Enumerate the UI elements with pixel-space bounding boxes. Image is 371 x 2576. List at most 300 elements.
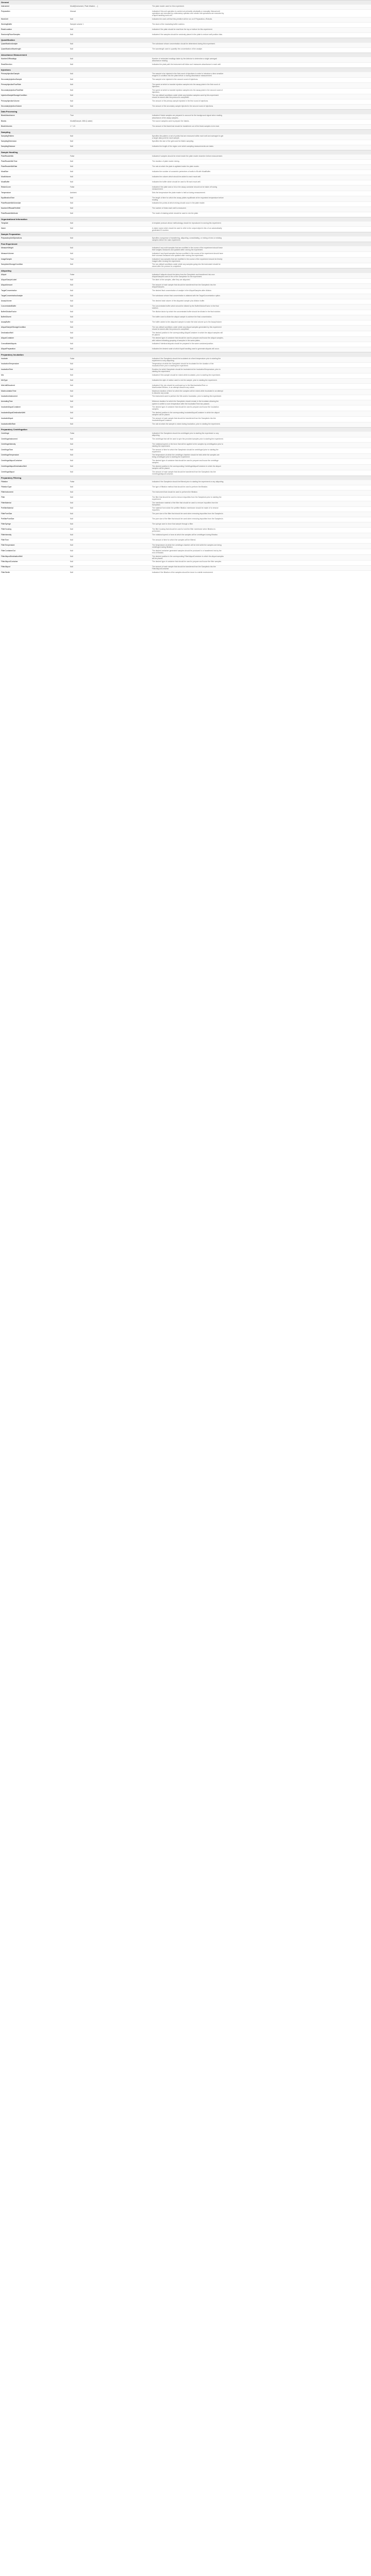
- option-value: Model[Sample, Milli-Q water]: [70, 120, 93, 123]
- option-row: [0, 506, 371, 512]
- option-name: WorkCell: [1, 18, 8, 21]
- option-row: [0, 4, 371, 9]
- option-value: Null: [70, 331, 73, 334]
- section-title: Data Processing: [0, 110, 371, 113]
- option-value: Sample volume 1: [70, 23, 84, 26]
- option-value: Null: [70, 227, 73, 229]
- option-name: SamplingDistance: [1, 145, 15, 148]
- option-section: [0, 53, 371, 67]
- option-name: FilterInstrument: [1, 490, 13, 493]
- option-value: Null: [70, 490, 73, 493]
- option-name: WorkingBuffer: [1, 23, 12, 26]
- option-name: Template: [1, 222, 8, 224]
- option-description: The rotational speed or force at which the samples will be centrifuged during filtration.: [152, 533, 218, 536]
- option-row: [0, 347, 371, 352]
- option-value: Null: [70, 566, 73, 568]
- option-value: Null: [70, 343, 73, 345]
- option-name: FiltrationType: [1, 485, 12, 488]
- option-value: Null: [70, 561, 73, 563]
- option-row: [0, 336, 371, 342]
- option-name: BlankVolumes: [1, 125, 12, 128]
- option-description: The rotational speed or the force that will be applied to the samples by centrifugation prior to starting the experiment.: [152, 443, 224, 447]
- option-name: IncubateAliquotDestinationWell: [1, 412, 25, 414]
- option-value: Null: [70, 140, 73, 143]
- option-description: The syringe used to force that sample through a filter.: [152, 523, 194, 526]
- option-description: Indicates if the SamplesIn should be filtered prior to starting the experiment or any aliquoting.: [152, 480, 224, 483]
- option-name: CentrifugeAliquot: [1, 470, 15, 473]
- option-row: [0, 273, 371, 278]
- option-name: PreparatoryUnitOperations: [1, 236, 22, 239]
- option-description: The desired type of container that should be used to prepare and house the incubation samples.: [152, 406, 219, 411]
- option-value: Null: [70, 175, 73, 178]
- option-value: Null: [70, 300, 73, 302]
- option-row: [0, 154, 371, 159]
- option-value: Null: [70, 310, 73, 313]
- option-description: The desired position in the corresponding CentrifugeAliquotContainer in which the aliquot samples will be placed.: [152, 465, 221, 469]
- option-name: ConcentratedBuffer: [1, 305, 16, 308]
- option-name: PlateReaderMixMode: [1, 212, 18, 215]
- option-row: [0, 185, 371, 191]
- option-value: Null: [70, 555, 73, 557]
- option-description: The duration of plate reader mixing.: [152, 160, 180, 162]
- option-value: Null: [70, 571, 73, 574]
- option-name: MoatBuffer: [1, 180, 10, 183]
- section-title: Sample Preparation: [0, 232, 371, 236]
- option-description: Indicates the buffer which should be used to fill each moat well.: [152, 180, 201, 183]
- option-name: TargetConcentration: [1, 290, 17, 292]
- option-name: AssayBuffer: [1, 320, 11, 323]
- option-section: [0, 38, 371, 52]
- option-row: [0, 357, 371, 362]
- option-value: Null: [70, 422, 73, 425]
- option-row: [0, 437, 371, 442]
- option-name: NumberOfReadings: [1, 57, 16, 60]
- option-description: The amount of each sample that should be transferred from the SamplesIn into the FilterAliquotContainer.: [152, 566, 216, 570]
- option-name: Centrifuge: [1, 432, 9, 434]
- option-value: Null: [70, 252, 73, 255]
- option-name: SecondaryInjectionSample: [1, 78, 22, 80]
- option-name: FilterMaterial: [1, 501, 11, 504]
- option-description: The sample to be injected in the second round of injections.: [152, 78, 198, 80]
- option-name: FilterIntensity: [1, 533, 12, 536]
- option-value: Null: [70, 63, 73, 65]
- option-name: PlateReaderMix: [1, 155, 14, 157]
- section-title: Organizational Information: [0, 217, 371, 221]
- option-row: [0, 246, 371, 251]
- option-row: [0, 27, 371, 32]
- option-name: PrefilterMaterial: [1, 507, 13, 510]
- option-row: [0, 411, 371, 416]
- option-row: [0, 373, 371, 378]
- option-name: RandomlyPlaceSamples: [1, 33, 20, 36]
- option-value: Null: [70, 100, 73, 103]
- option-description: The amount of the secondary sample injected in the second round of injections.: [152, 105, 214, 108]
- option-row: [0, 62, 371, 67]
- option-row: [0, 175, 371, 180]
- option-name: IncubationTemperature: [1, 363, 19, 365]
- option-name: IncubateAliquotContainer: [1, 406, 21, 409]
- option-description: The instrument used to perform the Mix and/or Incubation, prior to starting the experiment.: [152, 395, 222, 398]
- option-name: RetainCover: [1, 185, 11, 188]
- option-value: Null: [70, 263, 73, 266]
- option-value: Null: [70, 212, 73, 215]
- option-name: MoatSize: [1, 170, 9, 173]
- option-section: [0, 352, 371, 427]
- option-section: [0, 268, 371, 352]
- option-row: [0, 533, 371, 538]
- option-description: The desired type of container that should be used to prepare and house the aliquot samples, with indices indicating grouping of samples in the same plates.: [152, 337, 224, 342]
- section-title: Preparatory Incubation: [0, 352, 371, 356]
- option-name: IncubationInstrument: [1, 395, 18, 398]
- option-value: Null: [70, 538, 73, 541]
- option-value: Null: [70, 202, 73, 205]
- option-row: [0, 512, 371, 517]
- option-value: Null: [70, 337, 73, 340]
- option-name: ImageSample: [1, 258, 12, 260]
- option-description: A template protocol whose methodology should be reproduced in running this experiment.: [152, 222, 222, 224]
- option-row: [0, 94, 371, 99]
- option-row: [0, 124, 371, 129]
- option-value: Null: [70, 417, 73, 419]
- option-row: [0, 383, 371, 389]
- option-value: Null: [70, 305, 73, 308]
- option-description: The centrifuge that will be used to spin the provided samples prior to starting the experiment.: [152, 437, 224, 440]
- option-name: FilterHousing: [1, 528, 11, 531]
- option-name: ConsolidateAliquots: [1, 343, 16, 345]
- option-row: [0, 278, 371, 283]
- option-row: [0, 310, 371, 315]
- option-description: Indicates the length of the region over which sampling measurements are taken.: [152, 145, 214, 148]
- option-description: The length of time for which the assay plates equilibrate at the requested temperature before reading.: [152, 196, 224, 201]
- option-value: Null: [70, 523, 73, 526]
- option-name: SamplingPattern: [1, 134, 14, 137]
- option-value: Null: [70, 28, 73, 31]
- option-row: [0, 416, 371, 422]
- option-name: MixType: [1, 379, 8, 381]
- option-value: Null: [70, 145, 73, 148]
- option-description: The concentrated buffer which should be diluted by the BufferDilutionFactor in the final solution.: [152, 305, 219, 310]
- option-name: AssayVolume: [1, 300, 12, 302]
- option-row: [0, 170, 371, 175]
- option-name: MoatVolume: [1, 175, 11, 178]
- option-name: Filtration: [1, 480, 8, 483]
- option-name: MeasureVolume: [1, 252, 14, 255]
- option-description: Indicates if this sample should be mixed while incubated, prior to starting the experiment.: [152, 374, 221, 376]
- option-row: [0, 212, 371, 217]
- option-row: [0, 405, 371, 411]
- option-value: Null: [70, 18, 73, 21]
- option-row: [0, 442, 371, 448]
- option-row: [0, 422, 371, 427]
- section-title: Quantification: [0, 38, 371, 42]
- option-description: Indicates the number of concentric perimeters of wells to fill with MoatBuffer.: [152, 170, 211, 173]
- option-description: The desired position in the corresponding IncubateAliquotContainer in which the aliquot samples will be placed.: [152, 412, 220, 416]
- option-value: Null: [70, 83, 73, 86]
- option-row: [0, 325, 371, 331]
- option-row: [0, 294, 371, 299]
- option-name: FilterContainerOut: [1, 549, 15, 552]
- option-description: The buffer used to dilute the aliquot sample to achieve the final concentration.: [152, 315, 212, 318]
- option-description: Indicates if the plate seal or lid on the assay container should not be taken off during measurement.: [152, 185, 217, 190]
- option-row: [0, 134, 371, 140]
- option-description: Indicates if the SamplesIn should be incubated at a fixed temperature prior to starting the experiment or any aliquoting.: [152, 357, 221, 362]
- option-row: [0, 389, 371, 395]
- option-description: Indicates if samples should be mixed inside the plate reader chamber before measurement.: [152, 155, 223, 157]
- option-description: The stock of the incubating buffer solution.: [152, 23, 185, 26]
- option-section: [0, 217, 371, 232]
- option-row: [0, 527, 371, 533]
- option-name: SamplesInStorageCondition: [1, 263, 23, 266]
- option-name: AliquotPreparation: [1, 348, 15, 350]
- option-row: [0, 145, 371, 150]
- option-description: Indicates if this unit operation is carried out primarily robotically or manually. Manual unit operations are executed by a laboratory operator and robotic unit operations are executed by a liquid handling work cell.: [152, 10, 224, 17]
- option-section: [0, 109, 371, 129]
- option-row: [0, 257, 371, 263]
- option-name: PlateReaderMixSchedule: [1, 202, 21, 205]
- option-name: Preparation: [1, 10, 10, 13]
- option-row: [0, 191, 371, 196]
- option-description: The dilution factor by which the concentrated buffer should be diluted in the final solution.: [152, 310, 221, 313]
- option-description: The temperature at which the centrifuge chamber will be held while the samples are being centrifuged during filtration.: [152, 544, 222, 549]
- option-value: False: [70, 155, 75, 157]
- option-row: [0, 221, 371, 226]
- option-name: SecondaryInjectionVolume: [1, 105, 22, 108]
- option-value: Manual: [70, 10, 76, 13]
- option-row: [0, 236, 371, 242]
- option-value: True: [70, 114, 74, 117]
- option-name: FilterTime: [1, 538, 9, 541]
- option-name: CentrifugeTemperature: [1, 454, 19, 456]
- option-row: [0, 196, 371, 201]
- option-value: Null: [70, 48, 73, 50]
- option-description: Indicates if any solid samples that are modified in the course of the experiment should have their weights measured and updated after running the experiment.: [152, 247, 223, 251]
- option-row: [0, 431, 371, 437]
- option-value: Null: [70, 368, 73, 371]
- option-description: Indicates the style of motion used to mix the sample, prior to starting the experiment.: [152, 379, 217, 381]
- option-row: [0, 77, 371, 82]
- option-name: Temperature: [1, 191, 11, 194]
- option-row: [0, 570, 371, 575]
- option-value: Null: [70, 443, 73, 445]
- option-name: PrimaryInjectionFlowRate: [1, 83, 21, 86]
- option-value: Model[Instrument, Plate Washer, ...]: [70, 5, 98, 8]
- option-description: The desired type of container that should be used to prepare and house the filter samples.: [152, 561, 222, 563]
- option-description: The buffer added to the aliquoted sample to make the total volume up to the AssayVolume.: [152, 320, 223, 323]
- option-value: Null: [70, 485, 73, 488]
- option-name: AliquotSampleLabel: [1, 279, 17, 281]
- option-name: PrimaryInjectionVolume: [1, 100, 20, 103]
- option-value: Null: [70, 501, 73, 504]
- option-name: SamplingDimension: [1, 140, 17, 143]
- option-name: IncubateAliquot: [1, 417, 13, 419]
- option-value: Null: [70, 513, 73, 515]
- option-value: Null: [70, 507, 73, 510]
- option-value: Null: [70, 236, 73, 239]
- option-value: Null: [70, 363, 73, 365]
- option-value: Null: [70, 544, 73, 546]
- option-description: Minimum duration for which the SamplesIn should remain in the incubator allowing the system to settle to room temperature after the IncubationTime has passed.: [152, 400, 219, 405]
- option-row: [0, 501, 371, 506]
- option-row: [0, 554, 371, 560]
- option-row: [0, 226, 371, 232]
- option-description: The amount of time for which the samples will be filtered.: [152, 538, 196, 541]
- option-name: Aliquot: [1, 273, 7, 276]
- option-row: [0, 159, 371, 164]
- section-title: Preparatory Filtering: [0, 476, 371, 480]
- option-row: [0, 517, 371, 522]
- option-row: [0, 543, 371, 549]
- section-title: Sample Handling: [0, 150, 371, 154]
- option-value: True: [70, 258, 74, 260]
- option-description: The amount of time for which the SamplesIn should be centrifuged prior to starting the experiment.: [152, 448, 218, 453]
- option-section: [0, 0, 371, 38]
- option-row: [0, 201, 371, 207]
- option-value: Null: [70, 528, 73, 531]
- option-row: [0, 495, 371, 501]
- option-name: Instrument: [1, 5, 10, 8]
- option-name: AnnealingTime: [1, 400, 13, 403]
- option-value: Null: [70, 290, 73, 292]
- option-description: The wavelength used to quantify the concentration of the analyte.: [152, 48, 203, 50]
- option-description: Indicates if the plate should be read from the top or bottom for this experiment.: [152, 28, 213, 31]
- option-description: The desired position in the corresponding FilterAliquotContainer in which the aliquot samples will be placed.: [152, 555, 224, 560]
- option-description: Indicates the plate path the instrument will follow as it measures absorbance in each well.: [152, 63, 222, 65]
- option-description: Indicates if any liquid samples that are modified in the course of the experiment should have their volumes measured and updated after running the experiment.: [152, 252, 223, 257]
- option-description: The type of filtration method that should be used to perform the filtration.: [152, 485, 208, 488]
- option-description: The speed at which to transfer injection samples into the assay plate in the first round of injections.: [152, 83, 220, 88]
- option-description: Indicates the desired scale at which liquid handling used to generate aliquots will occur.: [152, 348, 220, 350]
- option-value: Null: [70, 549, 73, 552]
- option-section: [0, 476, 371, 576]
- option-name: EquilibrationTime: [1, 196, 15, 199]
- option-description: The desired position in the corresponding AliquotContainer in which the aliquot samples will be placed.: [152, 331, 223, 336]
- option-row: [0, 362, 371, 368]
- option-description: The non-default conditions under which any samples going into the instrument should be stored after the protocol is completed.: [152, 263, 221, 268]
- option-name: Incubate: [1, 357, 8, 360]
- option-name: TargetConcentrationAnalyte: [1, 295, 23, 297]
- option-description: The membrane material of the filter that should be used to remove impurities from the SamplesIn.: [152, 501, 218, 506]
- option-description: A object name which should be used to refer to the output object in lieu of an automatically generated ID number.: [152, 227, 222, 231]
- option-name: CentrifugeAliquotContainer: [1, 460, 22, 462]
- option-row: [0, 9, 371, 17]
- option-description: The rate at which the sample is mixed during incubation, prior to starting the experiment.: [152, 422, 221, 425]
- option-name: BufferDiluent: [1, 315, 11, 318]
- section-title: Aliquoting: [0, 268, 371, 272]
- option-name: Name: [1, 227, 6, 229]
- option-name: FilterSterile: [1, 571, 10, 574]
- option-name: IncubationTime: [1, 368, 13, 371]
- option-row: [0, 299, 371, 304]
- option-row: [0, 367, 371, 373]
- option-value: Null: [70, 389, 73, 392]
- option-row: [0, 538, 371, 543]
- option-value: Null: [70, 105, 73, 108]
- option-value: Null: [70, 78, 73, 80]
- option-description: The amount of each sample that should be transferred from the SamplesIn into the IncubateAliquotContainer.: [152, 417, 216, 421]
- option-name: QuantificationAnalyte: [1, 43, 18, 45]
- option-value: Null: [70, 379, 73, 381]
- option-name: Blanks: [1, 120, 7, 123]
- option-description: The substance whose concentration should be determined during this experiment.: [152, 43, 216, 45]
- option-row: [0, 342, 371, 347]
- option-name: CentrifugeIntensity: [1, 443, 16, 445]
- option-value: False: [70, 432, 75, 434]
- option-row: [0, 251, 371, 257]
- option-description: The pore size of the filter that should be used when removing impurities from the SamplesIn.: [152, 513, 224, 515]
- option-value: Null: [70, 406, 73, 409]
- option-description: Duration for which SamplesIn should be incubated at the IncubationTemperature, prior to starting the experiment.: [152, 368, 221, 373]
- option-value: Null: [70, 320, 73, 323]
- option-description: Indicates if the SamplesIn should be centrifuged prior to starting the experiment or any aliquoting.: [152, 432, 219, 437]
- option-description: The label of the samples, after they are aliquoted.: [152, 279, 191, 281]
- option-name: ReadDirection: [1, 63, 12, 65]
- option-description: Indicates if the samples should be randomly placed in the plate to reduce well position bias.: [152, 33, 223, 36]
- option-value: Null: [70, 518, 73, 520]
- option-row: [0, 304, 371, 310]
- option-value: Null: [70, 460, 73, 462]
- option-row: [0, 283, 371, 289]
- option-row: [0, 378, 371, 383]
- option-description: The filter that should be used to remove impurities from the SamplesIn prior to starting the experiment.: [152, 496, 222, 500]
- option-name: MixUntilDissolved: [1, 384, 15, 386]
- option-description: Indicates if any samples that are modified in the course of the experiment should be freshly imaged after running the experiment.: [152, 258, 223, 262]
- option-value: Null: [70, 43, 73, 45]
- option-value: Null: [70, 160, 73, 162]
- option-row: [0, 470, 371, 476]
- option-row: [0, 22, 371, 27]
- option-section: [0, 129, 371, 149]
- option-description: The source samples used to prepare the blanks.: [152, 120, 190, 123]
- option-value: Null: [70, 94, 73, 97]
- option-row: [0, 490, 371, 495]
- option-row: [0, 315, 371, 320]
- option-value: Null: [70, 89, 73, 91]
- option-row: [0, 549, 371, 554]
- option-value: Null: [70, 384, 73, 386]
- option-value: Null: [70, 348, 73, 350]
- option-value: Null: [70, 326, 73, 328]
- option-description: Specifies the pattern or set of points that are measured within each well and averaged to get a single data point for each sample.: [152, 134, 224, 139]
- option-description: The number of times each well is measured.: [152, 207, 187, 210]
- option-name: SecondaryInjectionFlowRate: [1, 89, 24, 91]
- option-section: [0, 67, 371, 110]
- option-description: The substance whose final concentration is attained with the TargetConcentration option.: [152, 295, 221, 297]
- option-value: Null: [70, 496, 73, 498]
- option-name: CentrifugeInstrument: [1, 437, 18, 440]
- option-row: [0, 459, 371, 464]
- option-description: Indicates the work cell that this primitive will be run on if Preparation->Robotic.: [152, 18, 213, 21]
- option-name: MeasureWeight: [1, 247, 13, 249]
- option-description: Indicates if aliquots should be taken from the SamplesIn and transferred into new AliquotSamples used in lieu of the SamplesIn for the experiment.: [152, 273, 215, 278]
- option-value: False: [70, 185, 75, 188]
- option-description: Indicates if identical aliquots should be prepared in the same container/position.: [152, 343, 214, 345]
- option-value: Null: [70, 454, 73, 456]
- option-row: [0, 320, 371, 325]
- option-name: FilterAliquot: [1, 566, 10, 568]
- option-description: The non-default conditions under which any aliquot samples generated by this experiment should be stored after the protocol is completed.: [152, 326, 222, 330]
- option-value: Null: [70, 315, 73, 318]
- option-row: [0, 560, 371, 565]
- option-value: False: [70, 273, 75, 276]
- option-row: [0, 32, 371, 38]
- option-description: The amount of the blank that should be transferred out of the blank samples to be read.: [152, 125, 220, 128]
- option-row: [0, 140, 371, 145]
- option-section: [0, 242, 371, 268]
- option-name: FilterAliquotDestinationWell: [1, 555, 23, 557]
- option-value: Null: [70, 465, 73, 467]
- option-value: Null: [70, 284, 73, 286]
- option-name: CentrifugeAliquotDestinationWell: [1, 465, 27, 467]
